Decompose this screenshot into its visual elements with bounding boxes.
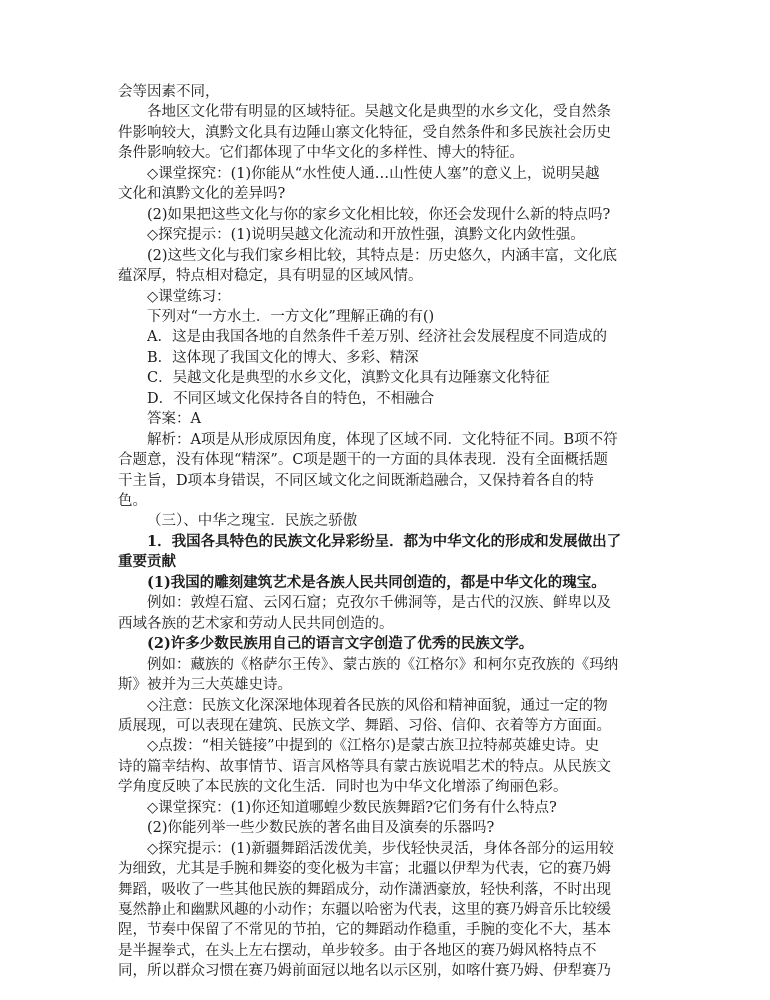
text-line: ◇课堂探究：(1)你能从“水性使人通…山性使人塞”的意义上，说明吴越 [147,165,600,182]
text-line: 是半握拳式，在头上左右摆动，单步较多。由于各地区的赛乃姆风格特点不 [118,942,597,959]
text-line: 下列对“一方水土．一方文化”理解正确的有() [147,308,435,325]
text-line: (2)这些文化与我们家乡相比较，其特点是：历史悠久，内涵丰富，文化底 [147,247,618,264]
text-line: 例如：藏族的《格萨尔王传》、蒙古族的《江格尔》和柯尔克孜族的《玛纳 [147,656,619,673]
text-line: (2)你能列举一些少数民族的著名曲目及演奏的乐器吗? [147,820,495,837]
text-line: 会等因素不同， [118,84,220,100]
text-line: ◇课堂练习： [147,288,231,305]
text-line: 戛然静止和幽默风趣的小动作；东疆以哈密为代表，这里的赛乃姆音乐比较缓 [118,902,611,918]
text-line: 解析：A项是从形成原因角度，体现了区域不同．文化特征不同。B项不符 [147,431,618,448]
text-line: ◇课堂探究：(1)你还知道哪蝗少数民族舞蹈?它们务有什么特点? [147,799,557,816]
text-line: 学角度反映了本民族的文化生活．同时也为中华文化增添了绚丽色彩。 [118,779,568,796]
bold-text-line: 1．我国各具特色的民族文化异彩纷呈．都为中华文化的形成和发展做出了 [147,532,622,550]
text-line: 答案：A [147,411,201,428]
text-line: ◇点拨：“相关链接”中提到的《江格尔)是蒙古族卫拉特郝英雄史诗。史 [147,738,600,755]
text-line: 各地区文化带有明显的区域特征。吴越文化是典型的水乡文化，受自然条 [147,104,611,121]
text-line: 质展现，可以表现在建筑、民族文学、舞蹈、习俗、信仰、衣着等方方面面。 [118,717,611,734]
text-line: 合题意，没有体现“精深”。C项是题干的一方面的具体表现．没有全面概括题 [118,452,608,469]
text-line: 条件影响较大。它们都体现了中华文化的多样性、博大的特征。 [118,145,524,162]
text-line: A．这是由我国各地的自然条件千差万别、经济社会发展程度不同造成的 [147,329,607,346]
text-line: ◇探究提示：(1)说明吴越文化流动和开放性强，滇黔文化内敛性强。 [147,227,585,244]
text-line: （三）、中华之瑰宝．民族之骄傲 [147,513,358,530]
bold-text-line: (2)许多少数民族用自己的语言文字创造了优秀的民族文学。 [147,635,534,653]
bold-text-line: 重要贡献 [118,553,176,571]
text-line: 舞蹈，吸收了一些其他民族的舞蹈成分，动作潇洒豪放，轻快利落，不时出现 [118,881,611,898]
text-line: 干主旨，D项本身错误，不同区域文化之间既渐趋融合，又保持着各自的特 [118,472,594,489]
text-line: 蕴深厚，特点相对稳定，具有明显的区域风情。 [118,268,423,285]
text-line: ◇注意：民族文化深深地体现着各民族的风俗和精神面貌，通过一定的物 [147,697,608,714]
text-line: 色。 [118,493,147,509]
text-line: 文化和滇黔文化的差异吗? [118,186,286,203]
text-line: 诗的篇幸结构、故事情节、语言风格等具有蒙古族说唱艺术的特点。从民族文 [118,758,611,775]
text-line: 为细致，尤其是手腕和舞姿的变化极为丰富；北疆以伊犁为代表，它的赛乃姆 [118,861,611,878]
text-line: 陧，节奏中保留了不常见的节拍，它的舞蹈动作稳重，手腕的变化不大，基本 [118,922,611,939]
text-line: 例如：敦煌石窟、云冈石窟；克孜尔千佛洞等，是古代的汉族、鲜卑以及 [147,595,611,612]
text-line: 斯》被并为三大英雄史诗。 [118,677,292,694]
text-line: C．吴越文化是典型的水乡文化，滇黔文化具有边陲寨文化特征 [147,370,550,387]
text-line: 同，所以群众习惯在赛乃姆前面冠以地名以示区别，如喀什赛乃姆、伊犁赛乃 [118,963,611,980]
text-line: B．这体现了我国文化的博大、多彩、精深 [147,349,419,366]
text-line: (2)如果把这些文化与你的家乡文化相比较，你还会发现什么新的特点吗? [147,206,611,223]
text-line: D．不同区域文化保持各自的特色，不相融合 [147,390,435,407]
text-line: ◇探究提示：(1)新疆舞蹈活泼优美，步伐轻快灵活，身体各部分的运用较 [147,840,614,857]
bold-text-line: (1)我国的雕刻建筑艺术是各族人民共同创造的，都是中华文化的瑰宝。 [147,573,606,591]
text-line: 件影响较大，滇黔文化具有边陲山寨文化特征，受自然条件和多民族社会历史 [118,124,611,141]
text-line: 西域各族的艺术家和劳动人民共同创造的。 [118,615,394,632]
